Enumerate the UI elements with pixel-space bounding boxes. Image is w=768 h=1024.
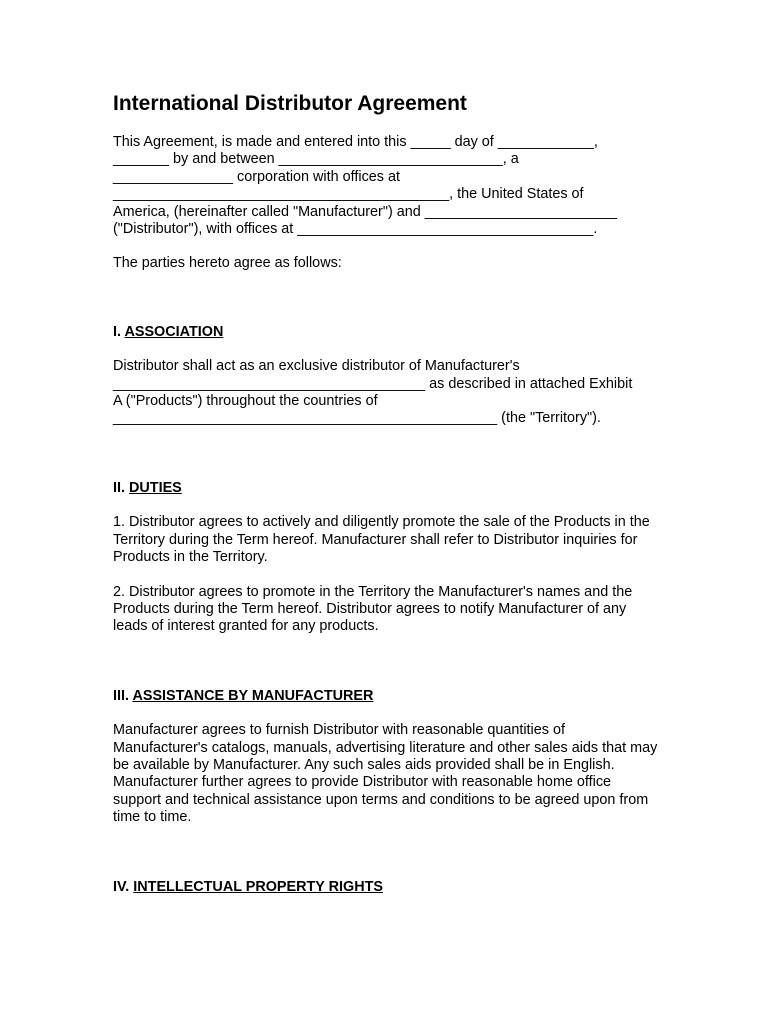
association-line: ________________________________________________ (the "Territory"). — [113, 410, 601, 427]
intro-line: _______ by and between ____________________________, a — [113, 151, 519, 168]
intro-paragraph — [113, 134, 658, 238]
intro-line: America, (hereinafter called "Manufacturer") and ________________________ — [113, 203, 617, 220]
intro-line: _______________ corporation with offices at — [113, 168, 400, 185]
association-line: _______________________________________ as described in attached Exhibit — [113, 375, 633, 392]
section-heading-intellectual-property — [113, 879, 658, 896]
section-heading-assistance — [113, 688, 658, 705]
section-heading-association — [113, 324, 658, 341]
section-number: IV. — [113, 878, 130, 895]
duties-paragraph-2: 2. Distributor agrees to promote in the Territory the Manufacturer's names and the Products during the Term hereof. Distributor agrees to notify Manufacturer of any leads of interest granted for any products. — [113, 583, 633, 635]
parties-agree-text: The parties hereto agree as follows: — [113, 255, 342, 272]
intro-line: This Agreement, is made and entered into this _____ day of ____________, — [113, 134, 598, 150]
assistance-paragraph: Manufacturer agrees to furnish Distributor with reasonable quantities of Manufacturer's catalogs, manuals, advertising literature and other sales aids that may be available by Manufacturer. Any such sales aids provided shall be in English. Manufacturer further agrees to provide Distributor with reasonable home office support and technical assistance upon terms and conditions to be agreed upon from time to time. — [113, 722, 658, 826]
association-paragraph — [113, 358, 658, 428]
intro-line: ("Distributor"), with offices at _____________________________________. — [113, 221, 598, 238]
document-body — [113, 90, 658, 896]
association-line: Distributor shall act as an exclusive distributor of Manufacturer's — [113, 358, 520, 375]
intro-line: __________________________________________, the United States of — [113, 186, 584, 203]
association-line: A ("Products") throughout the countries of — [113, 393, 378, 410]
section-title: DUTIES — [129, 479, 182, 496]
section-number: III. — [113, 687, 129, 704]
duties-paragraph-1: 1. Distributor agrees to actively and diligently promote the sale of the Products in the Territory during the Term hereof. Manufacturer shall refer to Distributor inquiries for Products in the Territory. — [113, 514, 650, 566]
section-number: I. — [113, 323, 121, 340]
section-number: II. — [113, 479, 125, 496]
section-title: ASSOCIATION — [124, 323, 224, 340]
document-title: International Distributor Agreement — [113, 92, 467, 115]
section-title: INTELLECTUAL PROPERTY RIGHTS — [133, 878, 384, 895]
section-title: ASSISTANCE BY MANUFACTURER — [132, 687, 374, 704]
section-heading-duties — [113, 480, 658, 497]
